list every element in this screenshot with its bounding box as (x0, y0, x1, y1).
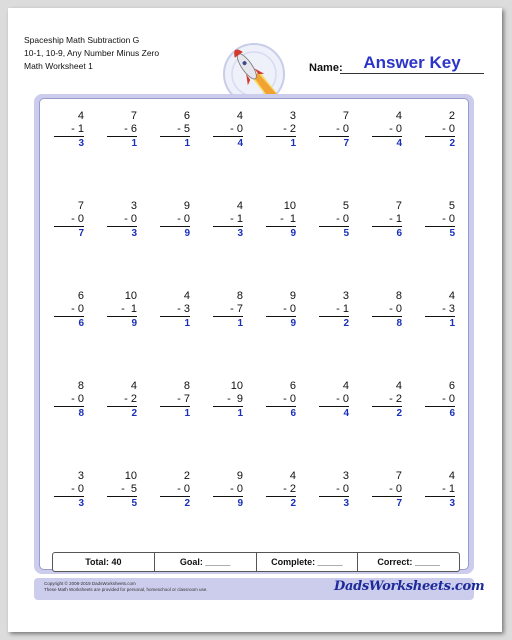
subtrahend: - 0 (319, 483, 349, 497)
minuend: 6 (183, 110, 190, 122)
minuend: 8 (236, 290, 243, 302)
subtraction-problem (160, 290, 190, 330)
minuend: 2 (448, 110, 455, 122)
subtrahend: - 0 (319, 393, 349, 407)
minuend: 3 (289, 110, 296, 122)
subtraction-problem (54, 200, 84, 240)
minuend: 8 (395, 290, 402, 302)
subtrahend: - 2 (107, 393, 137, 407)
answer: 9 (290, 318, 296, 329)
brand-logo: DadsWorksheets.com (334, 579, 485, 594)
footer-copyright (44, 581, 208, 593)
answer: 8 (78, 408, 84, 419)
minuend: 4 (236, 110, 243, 122)
answer: 3 (78, 138, 84, 149)
answer: 9 (131, 318, 137, 329)
subtrahend: - 1 (266, 213, 296, 227)
subtraction-problem (213, 470, 243, 510)
minuend: 7 (395, 200, 402, 212)
problem-grid (38, 110, 470, 520)
subtrahend: - 9 (213, 393, 243, 407)
subtraction-problem (107, 380, 137, 420)
answer: 7 (396, 498, 402, 509)
minuend: 5 (342, 200, 349, 212)
answer: 5 (343, 228, 349, 239)
subtrahend: - 1 (54, 123, 84, 137)
minuend: 3 (77, 470, 84, 482)
answer: 4 (396, 138, 402, 149)
subtrahend: - 1 (107, 303, 137, 317)
subtraction-problem (107, 290, 137, 330)
answer: 7 (78, 228, 84, 239)
subtraction-problem (319, 470, 349, 510)
subtrahend: - 0 (54, 213, 84, 227)
minuend: 7 (130, 110, 137, 122)
subtrahend: - 5 (107, 483, 137, 497)
answer: 9 (237, 498, 243, 509)
subtraction-problem (266, 380, 296, 420)
subtrahend: - 0 (160, 213, 190, 227)
subtrahend: - 2 (372, 393, 402, 407)
answer: 1 (237, 408, 243, 419)
subtrahend: - 0 (319, 213, 349, 227)
subtraction-problem (372, 110, 402, 150)
subtraction-problem (266, 470, 296, 510)
answer: 9 (184, 228, 190, 239)
subtraction-problem (54, 380, 84, 420)
minuend: 6 (289, 380, 296, 392)
subtraction-problem (266, 200, 296, 240)
worksheet-header (24, 34, 159, 73)
subtrahend: - 0 (266, 303, 296, 317)
summary-complete: Complete: _____ (257, 553, 359, 571)
answer: 2 (290, 498, 296, 509)
subtraction-problem (54, 110, 84, 150)
minuend: 4 (395, 380, 402, 392)
subtrahend: - 0 (213, 483, 243, 497)
answer: 2 (449, 138, 455, 149)
subtrahend: - 0 (425, 123, 455, 137)
minuend: 6 (448, 380, 455, 392)
subtraction-problem (372, 380, 402, 420)
subtraction-problem (160, 110, 190, 150)
summary-correct: Correct: _____ (377, 557, 440, 567)
minuend: 4 (183, 290, 190, 302)
subtraction-problem (425, 110, 455, 150)
minuend: 4 (395, 110, 402, 122)
name-line (340, 73, 484, 74)
subtraction-problem (266, 290, 296, 330)
subtrahend: - 0 (319, 123, 349, 137)
subtraction-problem (213, 380, 243, 420)
answer: 1 (290, 138, 296, 149)
name-label: Name: (309, 62, 343, 74)
subtrahend: - 0 (107, 213, 137, 227)
subtraction-problem (54, 470, 84, 510)
answer: 1 (184, 408, 190, 419)
answer: 1 (184, 318, 190, 329)
minuend: 3 (342, 470, 349, 482)
subtrahend: - 0 (54, 483, 84, 497)
summary-goal: Goal: _____ (155, 553, 257, 571)
subtraction-problem (213, 290, 243, 330)
minuend: 4 (342, 380, 349, 392)
subtraction-problem (266, 110, 296, 150)
subtraction-problem (372, 200, 402, 240)
subtraction-problem (425, 290, 455, 330)
minuend: 10 (230, 380, 243, 392)
answer: 6 (396, 228, 402, 239)
answer: 6 (290, 408, 296, 419)
subtrahend: - 7 (213, 303, 243, 317)
minuend: 9 (236, 470, 243, 482)
subtrahend: - 0 (425, 393, 455, 407)
minuend: 9 (183, 200, 190, 212)
answer: 3 (131, 228, 137, 239)
answer: 2 (343, 318, 349, 329)
answer: 5 (449, 228, 455, 239)
summary-bar (52, 552, 460, 572)
minuend: 6 (77, 290, 84, 302)
answer: 3 (237, 228, 243, 239)
subtraction-problem (107, 200, 137, 240)
subtrahend: - 0 (372, 303, 402, 317)
minuend: 4 (448, 470, 455, 482)
subtrahend: - 0 (54, 303, 84, 317)
answer: 6 (449, 408, 455, 419)
subtrahend: - 0 (372, 483, 402, 497)
minuend: 4 (77, 110, 84, 122)
subtraction-problem (319, 290, 349, 330)
subtrahend: - 1 (372, 213, 402, 227)
subtrahend: - 2 (266, 123, 296, 137)
subtraction-problem (213, 200, 243, 240)
subtraction-problem (319, 380, 349, 420)
minuend: 9 (289, 290, 296, 302)
answer: 8 (396, 318, 402, 329)
subtraction-problem (319, 200, 349, 240)
subtrahend: - 3 (160, 303, 190, 317)
subtrahend: - 0 (425, 213, 455, 227)
minuend: 7 (342, 110, 349, 122)
subtraction-problem (372, 290, 402, 330)
minuend: 3 (342, 290, 349, 302)
subtraction-problem (319, 110, 349, 150)
subtrahend: - 1 (319, 303, 349, 317)
worksheet-subtitle: 10-1, 10-9, Any Number Minus Zero (24, 48, 160, 58)
minuend: 7 (395, 470, 402, 482)
subtrahend: - 0 (213, 123, 243, 137)
answer: 2 (131, 408, 137, 419)
subtraction-problem (160, 380, 190, 420)
worksheet-title: Spaceship Math Subtraction G (24, 35, 140, 45)
subtrahend: - 0 (54, 393, 84, 407)
minuend: 10 (124, 470, 137, 482)
subtrahend: - 3 (425, 303, 455, 317)
answer: 2 (184, 498, 190, 509)
subtraction-problem (213, 110, 243, 150)
minuend: 4 (130, 380, 137, 392)
minuend: 4 (289, 470, 296, 482)
answer: 4 (237, 138, 243, 149)
answer: 7 (343, 138, 349, 149)
subtrahend: - 1 (213, 213, 243, 227)
minuend: 4 (448, 290, 455, 302)
minuend: 3 (130, 200, 137, 212)
subtrahend: - 0 (372, 123, 402, 137)
subtraction-problem (107, 470, 137, 510)
minuend: 5 (448, 200, 455, 212)
copyright-text: Copyright © 2008-2019 DadsWorksheets.com (44, 581, 136, 586)
minuend: 4 (236, 200, 243, 212)
answer: 1 (131, 138, 137, 149)
subtraction-problem (425, 200, 455, 240)
answer-key-title: Answer Key (363, 53, 461, 72)
answer: 5 (131, 498, 137, 509)
subtrahend: - 0 (266, 393, 296, 407)
subtraction-problem (107, 110, 137, 150)
minuend: 10 (283, 200, 296, 212)
subtrahend: - 0 (160, 483, 190, 497)
answer: 1 (449, 318, 455, 329)
subtraction-problem (54, 290, 84, 330)
subtrahend: - 1 (425, 483, 455, 497)
subtrahend: - 7 (160, 393, 190, 407)
summary-total: Total: 40 (53, 553, 155, 571)
subtraction-problem (425, 470, 455, 510)
answer: 3 (449, 498, 455, 509)
subtraction-problem (160, 200, 190, 240)
subtraction-problem (425, 380, 455, 420)
minuend: 10 (124, 290, 137, 302)
answer: 3 (343, 498, 349, 509)
minuend: 7 (77, 200, 84, 212)
minuend: 8 (183, 380, 190, 392)
answer: 2 (396, 408, 402, 419)
subtraction-problem (160, 470, 190, 510)
subtrahend: - 2 (266, 483, 296, 497)
minuend: 2 (183, 470, 190, 482)
subtrahend: - 5 (160, 123, 190, 137)
minuend: 8 (77, 380, 84, 392)
answer: 1 (184, 138, 190, 149)
answer: 4 (343, 408, 349, 419)
answer: 9 (290, 228, 296, 239)
subtrahend: - 6 (107, 123, 137, 137)
answer: 6 (78, 318, 84, 329)
subtraction-problem (372, 470, 402, 510)
answer: 1 (237, 318, 243, 329)
worksheet-number: Math Worksheet 1 (24, 61, 93, 71)
usage-note: These Math Worksheets are provided for personal, homeschool or classroom use. (44, 587, 208, 592)
answer: 3 (78, 498, 84, 509)
